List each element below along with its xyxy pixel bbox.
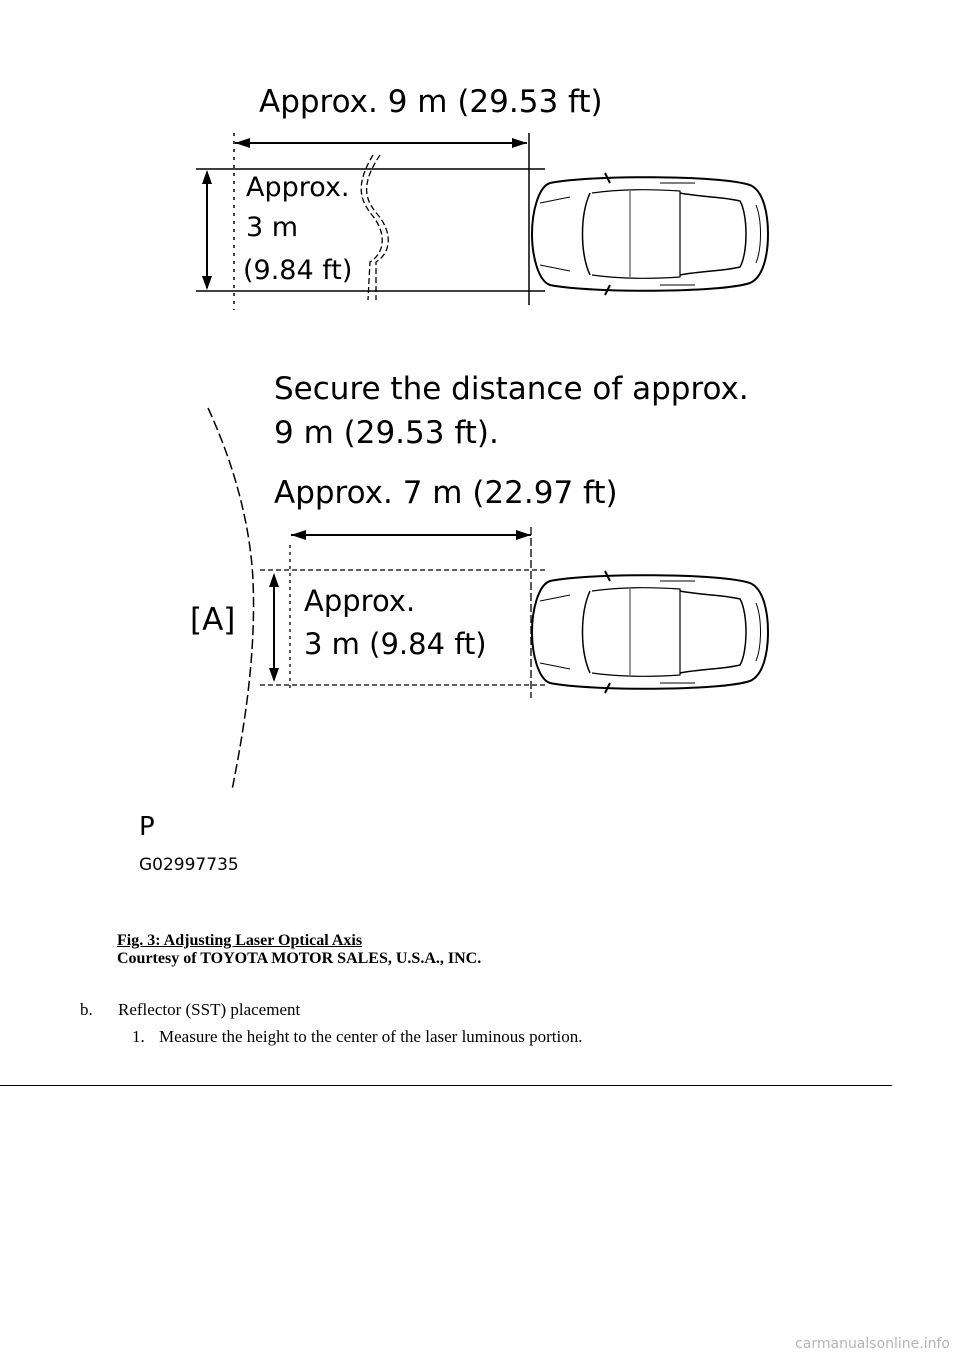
bottom-distance-label: Approx. 7 m (22.97 ft) [274,475,618,511]
top-vehicle-icon [532,173,768,295]
bottom-width-line-1: Approx. [304,584,416,618]
reflector-arc [208,408,254,790]
top-width-line-3: (9.84 ft) [243,255,353,286]
step-b-text: Reflector (SST) placement [118,1000,301,1019]
watermark: carmanualsonline.info [795,1336,950,1352]
step-1 [132,1027,582,1047]
secure-line-1: Secure the distance of approx. [274,371,749,407]
figure-caption [117,932,481,968]
top-width-line-2: 3 m [246,212,299,243]
step-b-marker: b. [80,1000,93,1019]
marker-a: [A] [190,602,236,638]
figure-title: Fig. 3: Adjusting Laser Optical Axis [117,932,363,949]
top-width-line-1: Approx. [246,172,350,203]
top-distance-label: Approx. 9 m (29.53 ft) [259,84,603,120]
step-b [80,1000,300,1020]
secure-line-2: 9 m (29.53 ft). [274,415,499,451]
figure-code: G02997735 [139,855,239,875]
page-divider [0,1085,892,1086]
step-1-text: Measure the height to the center of the laser luminous portion. [159,1027,583,1046]
bottom-width-line-2: 3 m (9.84 ft) [304,627,487,661]
bottom-vehicle-icon [532,571,768,693]
marker-p: P [139,812,155,842]
figure-courtesy: Courtesy of TOYOTA MOTOR SALES, U.S.A., INC. [117,950,482,967]
step-1-marker: 1. [132,1027,145,1046]
